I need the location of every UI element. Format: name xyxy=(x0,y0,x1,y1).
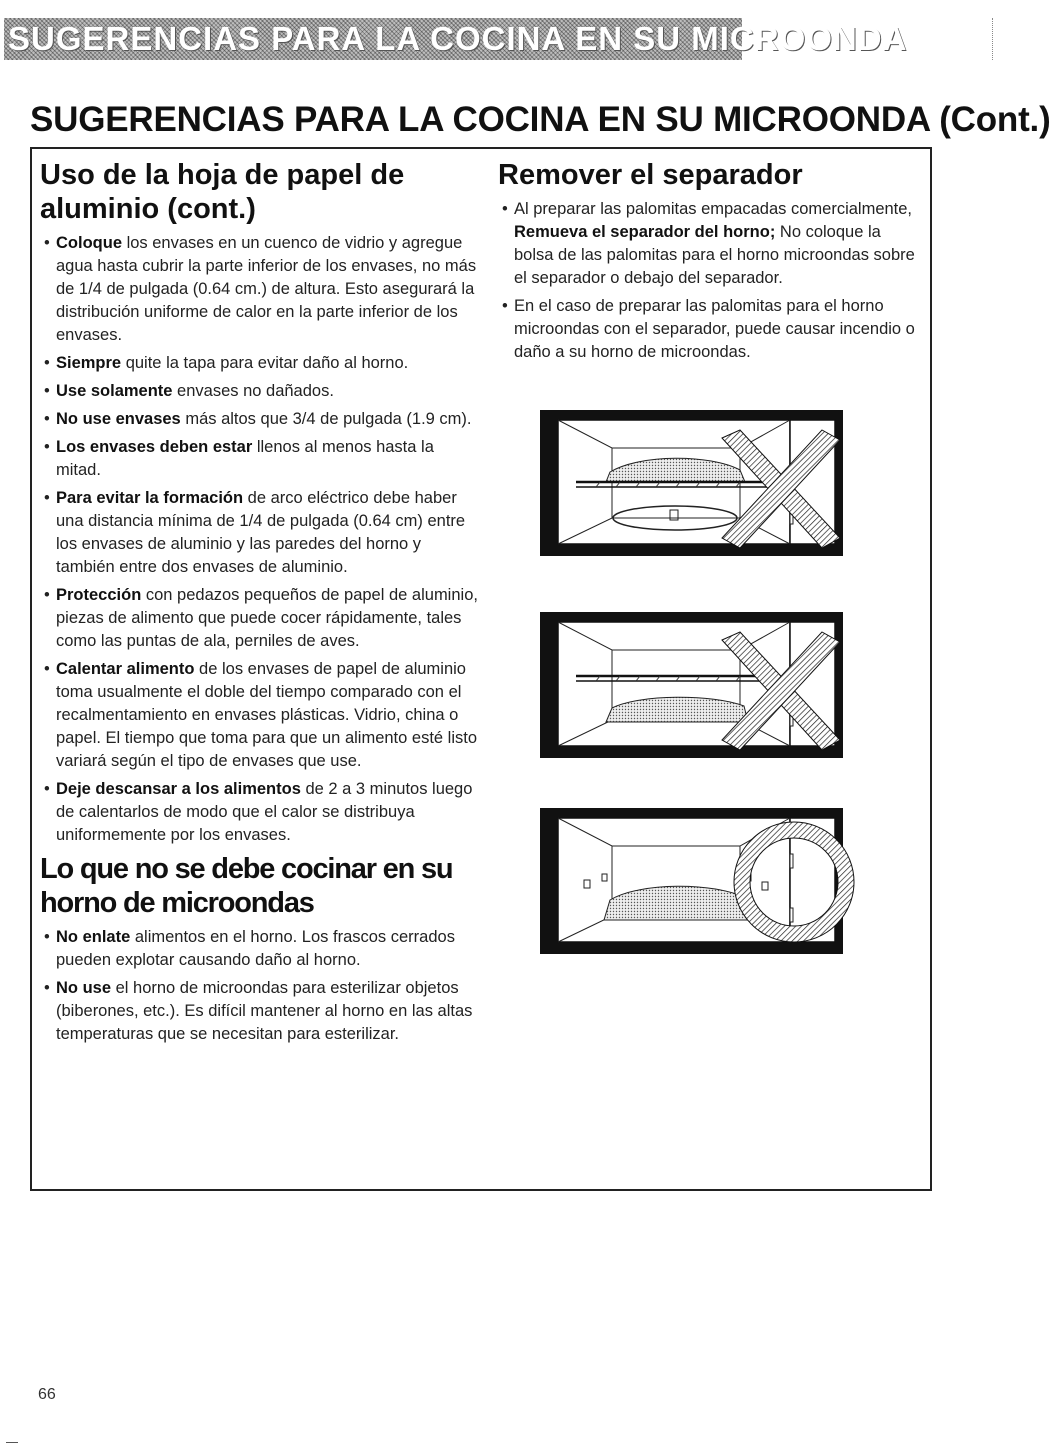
list-item: • Calentar alimento de los envases de papel de aluminio toma usualmente el doble del tiempo comparado con el recalmentamiento en envases plásticas. Vidrio, china o papel. El tiempo que toma para que un alimento esté listo variará según el tipo de envases que use. xyxy=(40,658,480,773)
list-item: • Deje descansar a los alimentos de 2 a 3 minutos luego de calentarlos de modo que el calor se distribuya uniformemente por los envases. xyxy=(40,778,480,847)
edge-mark xyxy=(992,18,995,60)
right-column xyxy=(498,158,916,369)
illustration-bag-on-rack xyxy=(540,410,845,558)
list-item: • Para evitar la formación de arco eléctrico debe haber una distancia mínima de 1/4 de pulgada (0.64 cm) entre los envases de aluminio y las paredes del horno y también entre dos envases de aluminio. xyxy=(40,487,480,579)
list-item: • No use envases más altos que 3/4 de pulgada (1.9 cm). xyxy=(40,408,480,431)
section-title-remove-rack: Remover el separador xyxy=(498,159,803,191)
do-not-cook-list xyxy=(40,926,480,1046)
section-title-do-not-cook: Lo que no se debe cocinar en su horno de microondas xyxy=(40,853,453,919)
aluminum-tips-list xyxy=(40,232,480,847)
page-title: SUGERENCIAS PARA LA COCINA EN SU MICROONDA (Cont.) xyxy=(30,100,1051,139)
page-number: 66 xyxy=(38,1386,56,1403)
list-item: • En el caso de preparar las palomitas para el horno microondas con el separador, puede causar incendio o daño a su horno de microondas. xyxy=(498,295,916,364)
list-item: • Los envases deben estar llenos al menos hasta la mitad. xyxy=(40,436,480,482)
list-item: • No enlate alimentos en el horno. Los frascos cerrados pueden explotar causando daño al horno. xyxy=(40,926,480,972)
illustration-bag-under-rack xyxy=(540,612,845,760)
header-banner xyxy=(4,18,908,60)
banner-text: SUGERENCIAS PARA LA COCINA EN SU MICROONDA xyxy=(8,20,908,57)
list-item: • No use el horno de microondas para esterilizar objetos (biberones, etc.). Es difícil mantener al horno en las altas temperaturas que se necesitan para esterilizar. xyxy=(40,977,480,1046)
list-item: • Use solamente envases no dañados. xyxy=(40,380,480,403)
footer-mark xyxy=(6,1442,18,1443)
list-item: • Coloque los envases en un cuenco de vidrio y agregue agua hasta cubrir la parte inferior de los envases, no más de 1/4 de pulgada (0.64 cm.) de altura. Esto asegurará la distribución uniforme de calor en la parte inferior de los envases. xyxy=(40,232,480,347)
illustration-rack-removed xyxy=(540,808,845,956)
remove-rack-list xyxy=(498,198,916,364)
list-item: • Siempre quite la tapa para evitar daño al horno. xyxy=(40,352,480,375)
list-item: • Protección con pedazos pequeños de papel de aluminio, piezas de alimento que puede cocer rápidamente, tales como las puntas de ala, perniles de aves. xyxy=(40,584,480,653)
list-item: • Al preparar las palomitas empacadas comercialmente, Remueva el separador del horno; No coloque la bolsa de las palomitas para el horno microondas sobre el separador o debajo del separador. xyxy=(498,198,916,290)
left-column xyxy=(40,158,480,1051)
section-title-aluminum: Uso de la hoja de papel de aluminio (cont.) xyxy=(40,159,405,225)
